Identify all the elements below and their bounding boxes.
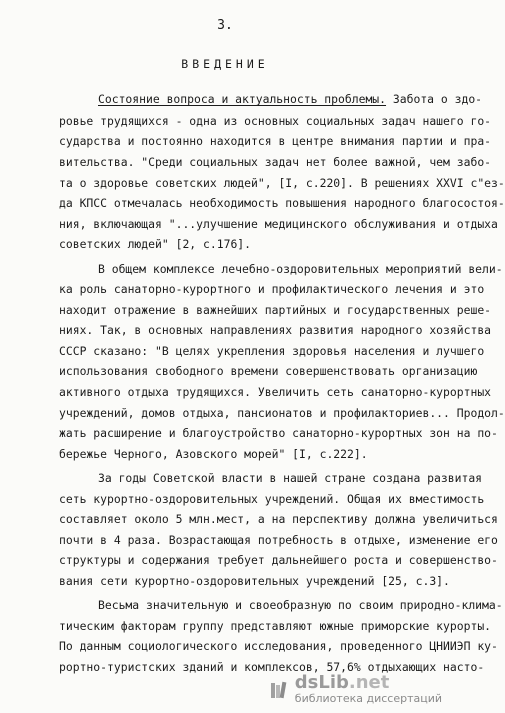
page-number: 3.	[217, 18, 233, 33]
text-line: ка роль санаторно-курортного и профилактического лечения и это	[59, 282, 485, 296]
text-line: вительства. "Среди социальных задач нет более важной, чем забо-	[59, 155, 492, 169]
text-line: СССР сказано: "В целях укрепления здоровья населения и лучшего	[59, 344, 485, 358]
text-line: составляет около 5 млн.мест, а на перспективу должна увеличиться	[59, 512, 498, 526]
text-line: активного отдыха трудящихся. Увеличить сеть санаторно-курортных	[59, 385, 492, 399]
text-line: структуры и содержания требует дальнейшего роста и совершенство-	[59, 553, 498, 567]
page-title: ВВЕДЕНИЕ	[181, 57, 269, 71]
text-line: почти в 4 раза. Возрастающая потребность в отдыхе, изменение его	[59, 533, 498, 547]
book-stack-icon	[269, 680, 289, 700]
text-line: рортно-туристских зданий и комплексов, 57,6% отдыхающих насто-	[59, 660, 485, 674]
text-line: ниях. Так, в основных направлениях развития народного хозяйства	[59, 323, 492, 337]
watermark-brand: dsLib	[294, 672, 349, 693]
text-line	[98, 92, 483, 106]
text-line: ровье трудящихся - одна из основных социальных задач нашего го-	[59, 114, 492, 128]
text-line: учреждений, домов отдыха, пансионатов и профилакториев... Продол-	[59, 406, 505, 420]
text-line: По данным социологического исследования, проведенного ЦНИИЭП ку-	[59, 639, 498, 653]
text-line: Весьма значительную и своеобразную по своим природно-климa-	[98, 598, 503, 612]
text-line: советских людей" [2, с.176].	[59, 237, 252, 251]
text-line: жать расширение и благоустройство санаторно-курортных зон на по-	[59, 426, 498, 440]
text-line: В общем комплексе лечебно-оздоровительных мероприятий вели-	[98, 262, 503, 276]
watermark-tld: .net	[348, 672, 390, 693]
text-line: находит отражение в важнейших партийных и государственных реше-	[59, 303, 492, 317]
text-line: За годы Советской власти в нашей стране создана развитая	[98, 471, 483, 485]
text-line: да КПСС отмечалась необходимость повышения народного благосостоя-	[59, 196, 505, 210]
text-line: сударства и постоянно находится в центре внимания партии и пра-	[59, 134, 492, 148]
section-title-underlined: Состояние вопроса и актуальность проблемы.	[98, 92, 387, 106]
watermark-text	[295, 674, 442, 705]
text-line: та о здоровье советских людей", [I, с.220]. В решениях XXVI с"ез-	[59, 176, 505, 190]
text-line: использования свободного времени совершенствовать организацию	[59, 364, 478, 378]
text-line: тическим факторам группу представляют южные приморские курорты.	[59, 619, 492, 633]
text-line: вания сети курортно-оздоровительных учреждений [25, с.3].	[59, 574, 450, 588]
text-line: сеть курортно-оздоровительных учреждений. Общая их вместимость	[59, 492, 485, 506]
text-line: ния, включающая "...улучшение медицинского обслуживания и отдыха	[59, 217, 498, 231]
text-fragment: Забота о здо-	[386, 92, 483, 106]
watermark-subtitle: библиотека диссертаций	[294, 692, 442, 705]
site-watermark	[269, 674, 442, 705]
watermark-name	[295, 674, 442, 692]
text-line: бережье Черного, Азовского морей" [I, с.222].	[59, 447, 368, 461]
